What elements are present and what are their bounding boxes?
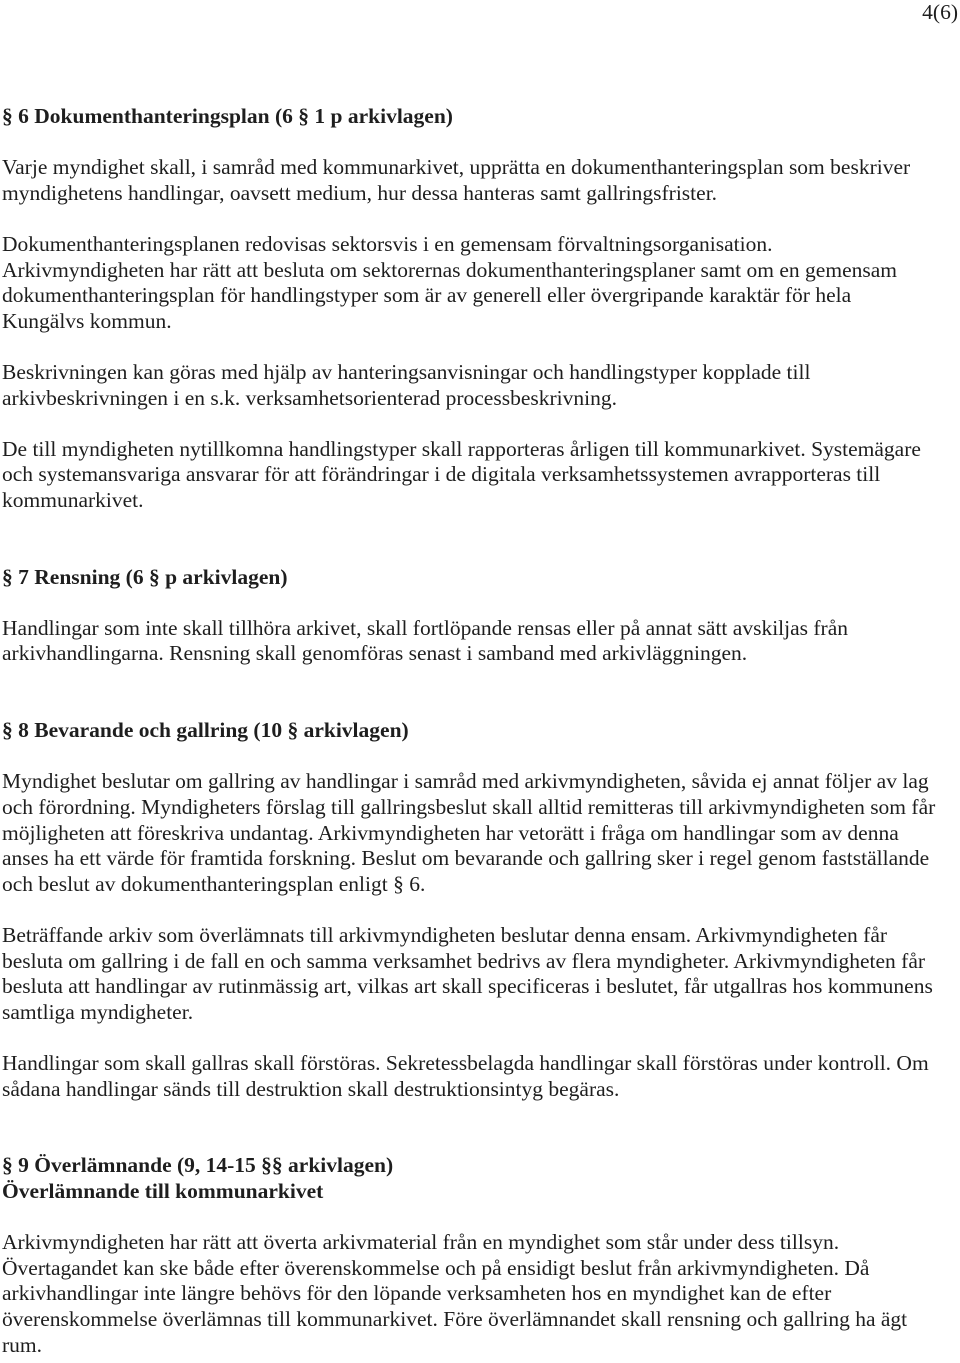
page-number: 4(6) (922, 0, 958, 24)
text-line: kommunarkivet. (2, 487, 144, 512)
text-line: arkivhandlingar inte längre behövs för den löpande verksamheten hos en myndighet kan de efter (2, 1281, 832, 1306)
text-line: samtliga myndigheter. (2, 999, 194, 1024)
section-heading (2, 104, 952, 130)
paragraph (2, 616, 952, 667)
section-7-rensning (2, 565, 952, 667)
text-line: sådana handlingar sänds till destruktion skall destruktionsintyg begäras. (2, 1076, 620, 1101)
text-line: Varje myndighet skall, i samråd med kommunarkivet, upprätta en dokumenthanteringsplan som beskriver (2, 155, 911, 180)
text-line: De till myndigheten nytillkomna handlingstyper skall rapporteras årligen till kommunarkivet. Systemägare (2, 436, 921, 461)
paragraph (2, 1230, 952, 1358)
text-line: möjligheten att föreskriva undantag. Arkivmyndigheten har vetorätt i fråga om handlingar som av denna (2, 820, 899, 845)
text-line: Arkivmyndigheten har rätt att besluta om sektorernas dokumenthanteringsplaner samt om en gemensam (2, 257, 897, 282)
section-heading-text: § 7 Rensning (6 § p arkivlagen) (2, 564, 288, 589)
text-line: Övertagandet kan ske både efter överenskommelse och på ensidigt beslut från arkivmyndigheten. Då (2, 1255, 870, 1280)
text-line: arkivbeskrivningen i en s.k. verksamhetsorienterad processbeskrivning. (2, 385, 617, 410)
text-line: Dokumenthanteringsplanen redovisas sektorsvis i en gemensam förvaltningsorganisation. (2, 231, 773, 256)
section-heading (2, 565, 952, 591)
document-body (2, 104, 952, 1358)
text-line: besluta att handlingar av rutinmässig art, vilkas art skall specificeras i beslutet, får utgallras hos kommunens (2, 974, 933, 999)
paragraph (2, 769, 952, 897)
text-line: och förordning. Myndigheters förslag till gallringsbeslut skall alltid remitteras till arkivmyndigheten som får (2, 795, 936, 820)
section-subheading: Överlämnande till kommunarkivet (2, 1178, 324, 1203)
text-line: Kungälvs kommun. (2, 308, 172, 333)
section-heading-text: § 9 Överlämnande (9, 14-15 §§ arkivlagen) (2, 1153, 394, 1178)
paragraph (2, 923, 952, 1025)
text-line: överenskommelse överlämnas till kommunarkivet. Före överlämnandet skall rensning och gallring ha ägt (2, 1306, 908, 1331)
paragraph (2, 155, 952, 206)
section-heading (2, 718, 952, 744)
text-line: myndighetens handlingar, oavsett medium, hur dessa hanteras samt gallringsfrister. (2, 180, 718, 205)
text-line: Beträffande arkiv som överlämnats till arkivmyndigheten beslutar denna ensam. Arkivmyndigheten får (2, 923, 888, 947)
section-heading-text: § 6 Dokumenthanteringsplan (6 § 1 p arkivlagen) (2, 104, 453, 128)
paragraph (2, 1051, 952, 1102)
section-heading-text: § 8 Bevarande och gallring (10 § arkivlagen) (2, 718, 409, 743)
paragraph (2, 360, 952, 411)
section-8-bevarande-och-gallring (2, 718, 952, 1102)
text-line: rum. (2, 1332, 43, 1357)
text-line: anses ha ett värde för framtida forskning. Beslut om bevarande och gallring sker i regel genom fastställande (2, 846, 930, 871)
text-line: och systemansvariga ansvarar för att förändringar i de digitala verksamhetssystemen avrapporteras till (2, 462, 881, 487)
paragraph (2, 437, 952, 514)
paragraph (2, 232, 952, 334)
section-heading (2, 1153, 952, 1204)
text-line: Myndighet beslutar om gallring av handlingar i samråd med arkivmyndigheten, såvida ej annat följer av lag (2, 769, 929, 794)
section-9-overlamnande (2, 1153, 952, 1358)
text-line: Handlingar som skall gallras skall förstöras. Sekretessbelagda handlingar skall förstöras under kontroll. Om (2, 1050, 929, 1075)
text-line: besluta om gallring i de fall en och samma verksamhet bedrivs av flera myndigheter. Arkivmyndigheten får (2, 948, 926, 973)
section-6-dokumenthanteringsplan (2, 104, 952, 514)
text-line: Beskrivningen kan göras med hjälp av hanteringsanvisningar och handlingstyper kopplade till (2, 359, 811, 384)
text-line: Arkivmyndigheten har rätt att överta arkivmaterial från en myndighet som står under dess tillsyn. (2, 1230, 840, 1255)
text-line: Handlingar som inte skall tillhöra arkivet, skall fortlöpande rensas eller på annat sätt avskiljas från (2, 615, 849, 640)
text-line: och beslut av dokumenthanteringsplan enligt § 6. (2, 871, 426, 896)
text-line: dokumenthanteringsplan för handlingstyper som är av generell eller övergripande karaktär för hela (2, 283, 852, 308)
text-line: arkivhandlingarna. Rensning skall genomföras senast i samband med arkivläggningen. (2, 641, 748, 666)
